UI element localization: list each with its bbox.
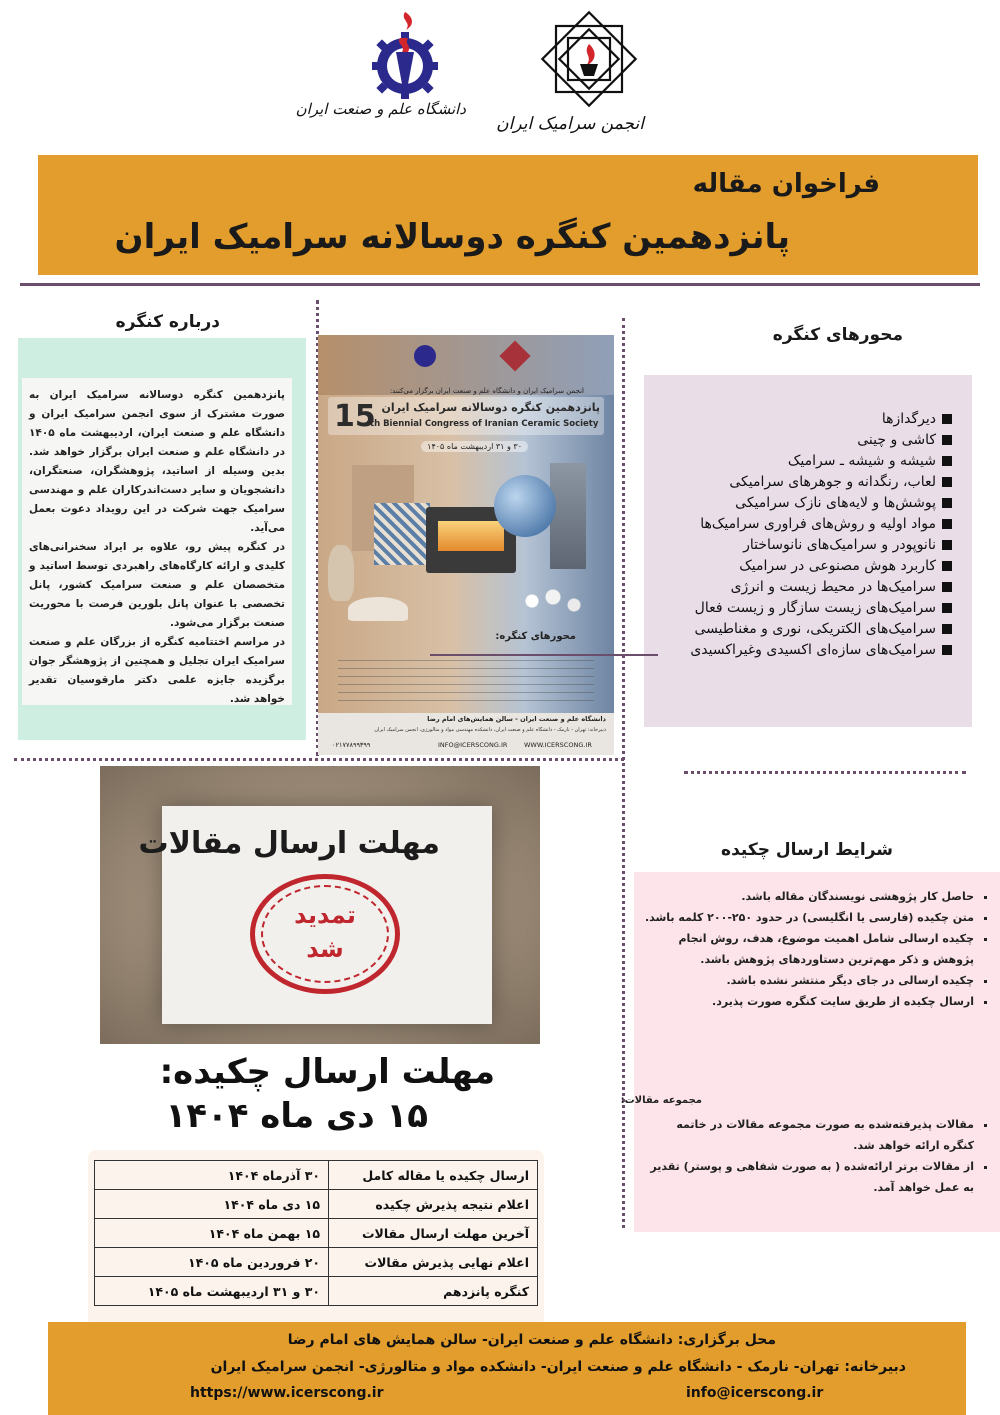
conditions-list <box>644 886 990 1012</box>
university-logo <box>295 8 470 124</box>
square-bullet-icon <box>942 624 952 634</box>
about-paragraph: در مراسم اختتامیه کنگره از بزرگان علم و صنعت سرامیک ایران تجلیل و همچنین از پژوهشگر جوان برگزیده جایزه علمی دکتر مارقوسیان تقدیر خواهد شد. <box>29 636 285 705</box>
ceramic-society-logo <box>496 2 650 142</box>
stamp-line1: تمدید <box>294 901 356 929</box>
abstract-deadline-date: ۱۵ دی ماه ۱۴۰۴ <box>165 1096 428 1136</box>
square-bullet-icon <box>942 582 952 592</box>
poster-web: WWW.ICERSCONG.IR <box>524 741 592 749</box>
footer-venue: محل برگزاری: دانشگاه علم و صنعت ایران- سالن همایش های امام رضا <box>287 1332 776 1348</box>
square-bullet-icon <box>942 519 952 529</box>
poster-vase <box>328 545 354 601</box>
condition-item: ▪ حاصل کار پژوهشی نویسندگان مقاله باشد. <box>644 886 974 907</box>
poster-phone: ۰۲۱۷۷۸۹۹۳۹۹ <box>332 741 371 749</box>
proceedings-heading: مجموعه مقالات: <box>620 1095 702 1106</box>
square-bullet-icon <box>942 540 952 550</box>
poster-title-fa: پانزدهمین کنگره دوسالانه سرامیک ایران <box>381 401 600 414</box>
conditions-heading: شرایط ارسال چکیده <box>721 840 893 860</box>
poster-connector-line <box>430 654 658 656</box>
table-row <box>95 1248 538 1277</box>
table-row <box>95 1161 538 1190</box>
poster-topics-heading: محورهای کنگره: <box>495 631 576 642</box>
abstract-deadline-label: مهلت ارسال چکیده: <box>159 1052 495 1092</box>
topic-item: سرامیک‌های الکتریکی، نوری و مغناطیسی <box>690 619 952 640</box>
poster-date: ۳۰ و ۳۱ اردیبهشت ماه ۱۴۰۵ <box>421 441 528 452</box>
topic-item: سرامیک‌های زیست سازگار و زیست فعال <box>690 598 952 619</box>
divider-left-horizontal <box>14 758 624 761</box>
table-row <box>95 1219 538 1248</box>
conditions-box <box>620 872 1000 1232</box>
square-bullet-icon <box>942 435 952 445</box>
call-for-papers-title: فراخوان مقاله <box>692 169 880 199</box>
square-bullet-icon <box>942 645 952 655</box>
topic-item: کاربرد هوش مصنوعی در سرامیک <box>690 556 952 577</box>
event-cell: آخرین مهلت ارسال مقالات <box>329 1219 538 1248</box>
topic-item: سرامیک‌ها در محیط زیست و انرژی <box>690 577 952 598</box>
event-cell: اعلام نهایی پذیرش مقالات <box>329 1248 538 1277</box>
poster-header-band <box>318 335 614 395</box>
poster-powder <box>348 597 408 621</box>
stamp-inner-ring <box>261 885 389 983</box>
poster-top-line: انجمن سرامیک ایران و دانشگاه علم و صنعت ایران برگزار می‌کنند: <box>389 387 584 395</box>
date-cell: ۳۰ و ۳۱ اردیبهشت ماه ۱۴۰۵ <box>95 1277 329 1306</box>
poster-title-en: th Biennial Congress of Iranian Ceramic Society <box>370 419 599 429</box>
stamp-line2: شد <box>306 935 344 963</box>
poster-logo-gear <box>414 345 436 367</box>
topic-item: لعاب، رنگدانه و جوهرهای سرامیکی <box>690 472 952 493</box>
topic-item: کاشی و چینی <box>690 430 952 451</box>
footer-banner <box>48 1322 966 1415</box>
condition-item: ▪ چکیده ارسالی در جای دیگر منتشر نشده باشد. <box>644 970 974 991</box>
congress-title: پانزدهمین کنگره دوسالانه سرامیک ایران <box>114 217 790 257</box>
about-paragraph: در کنگره پیش رو، علاوه بر ایراد سخنرانی‌های کلیدی و ارائه کارگاه‌های راهبردی توسط اساتید و متخصصان علم و صنعت سرامیک کشور، پانل تخصصی با عنوان پانل بلورین فرصت با محوریت صنعت برگزار می‌شود. <box>29 541 285 629</box>
proceedings-item: ▪ مقالات پذیرفته‌شده به صورت مجموعه مقالات در خاتمه کنگره ارائه خواهد شد. <box>644 1114 974 1156</box>
topics-box <box>644 375 972 727</box>
square-bullet-icon <box>942 456 952 466</box>
poster-spheres <box>518 581 588 621</box>
footer-email-link[interactable]: info@icerscong.ir <box>686 1385 824 1401</box>
date-cell: ۲۰ فروردین ماه ۱۴۰۵ <box>95 1248 329 1277</box>
event-cell: اعلام نتیجه پذیرش چکیده <box>329 1190 538 1219</box>
topic-item: نانوپودر و سرامیک‌های نانوساختار <box>690 535 952 556</box>
about-paragraph: پانزدهمین کنگره دوسالانه سرامیک ایران به صورت مشترک از سوی انجمن سرامیک ایران و دانشگاه علم و صنعت ایران، اردیبهشت ماه ۱۴۰۵ در دانشگاه علم و صنعت ایران برگزار خواهد شد. بدین وسیله از اساتید، پژوهشگران، صنعتگران، دانشجویان و سایر دست‌اندرکاران علم و مهندسی سرامیک جهت شرکت در این رویداد دعوت بعمل می‌آید. <box>29 389 285 534</box>
poster-topics-lines <box>338 653 594 707</box>
poster-email: INFO@ICERSCONG.IR <box>438 741 508 749</box>
proceedings-list <box>644 1114 990 1198</box>
poster-mosaic-panel <box>374 503 430 565</box>
date-cell: ۱۵ دی ماه ۱۴۰۴ <box>95 1190 329 1219</box>
university-name: دانشگاه علم و صنعت ایران <box>295 100 466 118</box>
divider-right-horizontal <box>684 771 966 774</box>
topic-item: شیشه و شیشه ـ سرامیک <box>690 451 952 472</box>
square-bullet-icon <box>942 603 952 613</box>
extended-stamp <box>250 874 400 994</box>
topic-item: پوشش‌ها و لایه‌های نازک سرامیکی <box>690 493 952 514</box>
square-bullet-icon <box>942 561 952 571</box>
top-divider <box>20 283 980 286</box>
poster-tower <box>550 463 586 569</box>
proceedings-item: ▪ از مقالات برتر ارائه‌شده ( به صورت شفاهی و پوستر) تقدیر به عمل خواهد آمد. <box>644 1156 974 1198</box>
congress-poster <box>318 335 614 755</box>
poster-venue: دانشگاه علم و صنعت ایران - سالن همایش‌های امام رضا <box>427 715 606 723</box>
event-cell: کنگره پانزدهم <box>329 1277 538 1306</box>
title-banner <box>38 155 978 275</box>
poster-number: 15 <box>334 399 376 434</box>
footer-secretariat: دبیرخانه: تهران- نارمک - دانشگاه علم و صنعت ایران- دانشکده مواد و متالورژی- انجمن سرامیک ایران <box>210 1359 906 1375</box>
topics-list <box>690 409 952 661</box>
footer-website-link[interactable]: https://www.icerscong.ir <box>190 1385 384 1401</box>
about-text <box>22 378 292 705</box>
condition-item: ▪ متن چکیده (فارسی یا انگلیسی) در حدود ۲۵۰-۲۰۰ کلمه باشد. <box>644 907 974 928</box>
event-cell: ارسال چکیده یا مقاله کامل <box>329 1161 538 1190</box>
square-bullet-icon <box>942 498 952 508</box>
gear-torch-icon <box>360 8 450 100</box>
topic-item: مواد اولیه و روش‌های فراوری سرامیک‌ها <box>690 514 952 535</box>
poster-globe <box>494 475 556 537</box>
topic-item: دیرگدازها <box>690 409 952 430</box>
square-bullet-icon <box>942 414 952 424</box>
table-row <box>95 1277 538 1306</box>
condition-item: ▪ ارسال چکیده از طریق سایت کنگره صورت پذیرد. <box>644 991 974 1012</box>
deadline-image-heading: مهلت ارسال مقالات <box>138 826 440 861</box>
condition-item: ▪ چکیده ارسالی شامل اهمیت موضوع، هدف، روش انجام پژوهش و ذکر مهم‌ترین دستاوردهای پژوهش باشد. <box>644 928 974 970</box>
deadline-extended-image <box>100 766 540 1044</box>
about-box <box>18 338 306 740</box>
topic-item: سرامیک‌های سازه‌ای اکسیدی وغیراکسیدی <box>690 640 952 661</box>
star-emblem-icon <box>534 4 644 114</box>
topics-heading: محورهای کنگره <box>772 325 903 345</box>
society-name: انجمن سرامیک ایران <box>496 114 644 134</box>
important-dates-table <box>94 1160 538 1306</box>
date-cell: ۳۰ آذرماه ۱۴۰۴ <box>95 1161 329 1190</box>
square-bullet-icon <box>942 477 952 487</box>
table-row <box>95 1190 538 1219</box>
about-heading: درباره کنگره <box>115 312 220 332</box>
date-cell: ۱۵ بهمن ماه ۱۴۰۴ <box>95 1219 329 1248</box>
poster-secretariat: دبیرخانه: تهران - نارمک - دانشگاه علم و صنعت ایران، دانشکده مهندسی مواد و متالورژی، انجمن سرامیک ایران <box>374 727 606 733</box>
